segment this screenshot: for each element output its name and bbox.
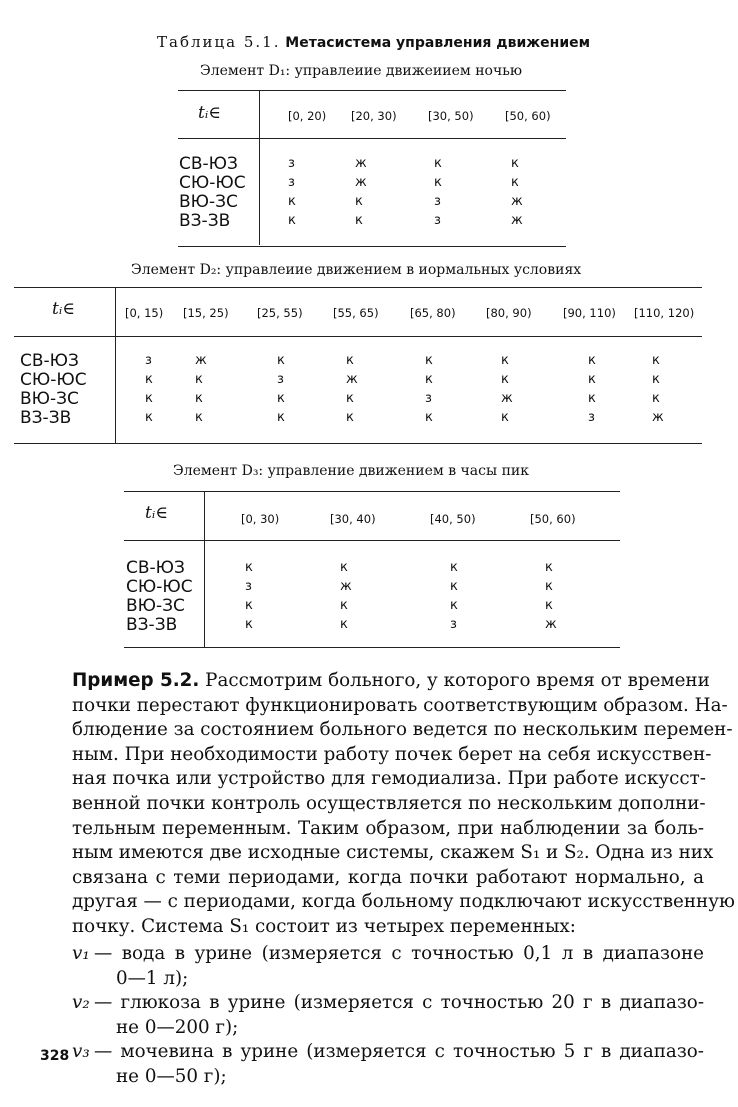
table-cell: ж <box>545 617 557 632</box>
table3-stub-rule <box>204 491 205 647</box>
row-label: СЮ-ЮС <box>126 577 193 597</box>
example-paragraph <box>72 669 735 940</box>
variable-text: — мочевина в урине (измеряется с точностью 5 г в диапазо- <box>94 1041 704 1062</box>
table-cell: к <box>652 391 660 406</box>
variable-text: — глюкоза в урине (измеряется с точностью 20 г в диапазо- <box>94 992 704 1013</box>
example-line: ная почка или устройство для гемодиализа. При работе искусст- <box>72 768 706 790</box>
variable-text-cont: не 0—200 г); <box>116 1016 239 1038</box>
example-line-1 <box>72 669 710 694</box>
table-cell: ж <box>355 175 367 190</box>
table-cell: з <box>588 410 595 425</box>
table-cell: к <box>145 410 153 425</box>
column-header: [65, 80) <box>410 306 456 320</box>
row-label: ВЗ-ЗВ <box>126 615 178 635</box>
table-cell: ж <box>501 391 513 406</box>
table-cell: к <box>450 598 458 613</box>
table-cell: к <box>588 353 596 368</box>
example-line: другая — с периодами, когда больному подключают искусственную <box>72 891 735 913</box>
table-cell: к <box>346 410 354 425</box>
table-cell: к <box>434 156 442 171</box>
table-cell: з <box>288 175 295 190</box>
example-line-1-text: Рассмотрим больного, у которого время от времени <box>199 670 710 691</box>
table-cell: з <box>434 213 441 228</box>
table-cell: к <box>652 353 660 368</box>
example-label: Пример 5.2. <box>72 670 200 691</box>
example-line: ным. При необходимости работу почек берет на себя искусствен- <box>72 743 712 765</box>
example-line: почку. Система S₁ состоит из четырех переменных: <box>72 915 576 937</box>
variable-item <box>72 1040 704 1089</box>
variable-text: — вода в урине (измеряется с точностью 0,1 л в диапазоне <box>94 943 704 964</box>
table2-var-label: tᵢ∈ <box>52 299 75 319</box>
table-cell: к <box>501 353 509 368</box>
table1-header-rule <box>178 138 566 139</box>
table-cell: ж <box>340 579 352 594</box>
row-label: ВЮ-ЗС <box>20 389 79 409</box>
table-cell: к <box>425 410 433 425</box>
column-header: [0, 15) <box>125 306 164 320</box>
table-cell: з <box>425 391 432 406</box>
example-line: тельным переменным. Таким образом, при наблюдении за боль- <box>72 817 704 839</box>
table-cell: к <box>195 372 203 387</box>
table-cell: з <box>145 353 152 368</box>
table2-caption: Элемент D₂: управлеиие движением в иормальных условиях <box>131 262 582 278</box>
table-cell: к <box>340 598 348 613</box>
variable-list <box>72 942 704 1089</box>
table-cell: з <box>434 194 441 209</box>
table-cell: к <box>588 391 596 406</box>
table-cell: к <box>545 579 553 594</box>
table-cell: к <box>450 560 458 575</box>
example-line: блюдение за состоянием больного ведется по нескольким перемен- <box>72 719 733 741</box>
table-cell: к <box>346 391 354 406</box>
table-cell: к <box>245 598 253 613</box>
column-header: [20, 30) <box>351 109 397 123</box>
table-cell: к <box>355 194 363 209</box>
example-line: связана с теми периодами, когда почки работают нормально, а <box>72 866 704 888</box>
column-header: [80, 90) <box>486 306 532 320</box>
table-title-text: Метасистема управления движением <box>285 35 591 51</box>
table-cell: к <box>346 353 354 368</box>
table1-stub-rule <box>259 90 260 245</box>
table-cell: ж <box>346 372 358 387</box>
column-header: [90, 110) <box>563 306 616 320</box>
table-cell: к <box>145 372 153 387</box>
table-cell: ж <box>652 410 664 425</box>
table-cell: к <box>425 372 433 387</box>
table3-bottom-rule <box>124 647 620 648</box>
row-label: СВ-ЮЗ <box>126 558 185 578</box>
table-cell: к <box>501 372 509 387</box>
table-cell: к <box>434 175 442 190</box>
table-cell: к <box>355 213 363 228</box>
column-header: [40, 50) <box>430 512 476 526</box>
table1-var-label: tᵢ∈ <box>198 103 221 123</box>
table3-caption: Элемент D₃: управление движением в часы пик <box>173 463 529 479</box>
row-label: ВЮ-ЗС <box>179 192 238 212</box>
table-title <box>157 33 590 51</box>
table-cell: к <box>545 560 553 575</box>
table-cell: з <box>245 579 252 594</box>
table-cell: к <box>277 410 285 425</box>
table1-top-rule <box>178 90 566 91</box>
table-cell: ж <box>355 156 367 171</box>
table-cell: к <box>588 372 596 387</box>
row-label: СВ-ЮЗ <box>20 351 79 371</box>
column-header: [50, 60) <box>505 109 551 123</box>
table-cell: к <box>425 353 433 368</box>
column-header: [25, 55) <box>257 306 303 320</box>
table-cell: к <box>245 560 253 575</box>
table-cell: к <box>340 560 348 575</box>
variable-symbol: v₁ <box>72 943 90 964</box>
table2-stub-rule <box>115 287 116 443</box>
table-cell: з <box>450 617 457 632</box>
table-cell: к <box>545 598 553 613</box>
table2-header-rule <box>14 336 702 337</box>
table-cell: к <box>277 353 285 368</box>
example-line: ным имеются две исходные системы, скажем S₁ и S₂. Одна из них <box>72 842 714 864</box>
table-cell: к <box>245 617 253 632</box>
table-cell: к <box>511 156 519 171</box>
column-header: [0, 30) <box>241 512 280 526</box>
table-cell: к <box>195 391 203 406</box>
table-cell: з <box>288 156 295 171</box>
row-label: ВЮ-ЗС <box>126 596 185 616</box>
row-label: СЮ-ЮС <box>179 173 246 193</box>
table-cell: ж <box>511 194 523 209</box>
column-header: [110, 120) <box>634 306 695 320</box>
table2-top-rule <box>14 287 702 288</box>
table-cell: к <box>277 391 285 406</box>
table-cell: з <box>277 372 284 387</box>
column-header: [0, 20) <box>288 109 327 123</box>
table-cell: ж <box>195 353 207 368</box>
variable-item <box>72 942 704 991</box>
table3-header-rule <box>124 540 620 541</box>
column-header: [55, 65) <box>333 306 379 320</box>
table2-bottom-rule <box>14 443 702 444</box>
column-header: [50, 60) <box>530 512 576 526</box>
variable-symbol: v₃ <box>72 1041 90 1062</box>
column-header: [30, 50) <box>428 109 474 123</box>
table3-top-rule <box>124 491 620 492</box>
example-line: почки перестают функционировать соответствующим образом. На- <box>72 694 728 716</box>
variable-text-cont: 0—1 л); <box>116 967 189 989</box>
table-cell: к <box>511 175 519 190</box>
table-cell: к <box>340 617 348 632</box>
variable-item <box>72 991 704 1040</box>
page-number: 328 <box>40 1048 70 1064</box>
table3-var-label: tᵢ∈ <box>145 503 168 523</box>
table-cell: к <box>288 194 296 209</box>
row-label: ВЗ-ЗВ <box>179 211 231 231</box>
table-cell: к <box>501 410 509 425</box>
column-header: [15, 25) <box>183 306 229 320</box>
table-cell: ж <box>511 213 523 228</box>
table-cell: к <box>288 213 296 228</box>
table-cell: к <box>195 410 203 425</box>
variable-text-cont: не 0—50 г); <box>116 1065 227 1087</box>
table1-bottom-rule <box>178 246 566 247</box>
table-cell: к <box>450 579 458 594</box>
column-header: [30, 40) <box>330 512 376 526</box>
table-cell: к <box>652 372 660 387</box>
example-line: венной почки контроль осуществляется по нескольким дополни- <box>72 792 706 814</box>
table1-caption: Элемент D₁: управлеиие движеиием ночью <box>200 63 523 79</box>
row-label: ВЗ-ЗВ <box>20 408 72 428</box>
row-label: СЮ-ЮС <box>20 370 87 390</box>
row-label: СВ-ЮЗ <box>179 154 238 174</box>
variable-symbol: v₂ <box>72 992 90 1013</box>
table-cell: к <box>145 391 153 406</box>
table-number: Таблица 5.1. <box>157 33 281 51</box>
